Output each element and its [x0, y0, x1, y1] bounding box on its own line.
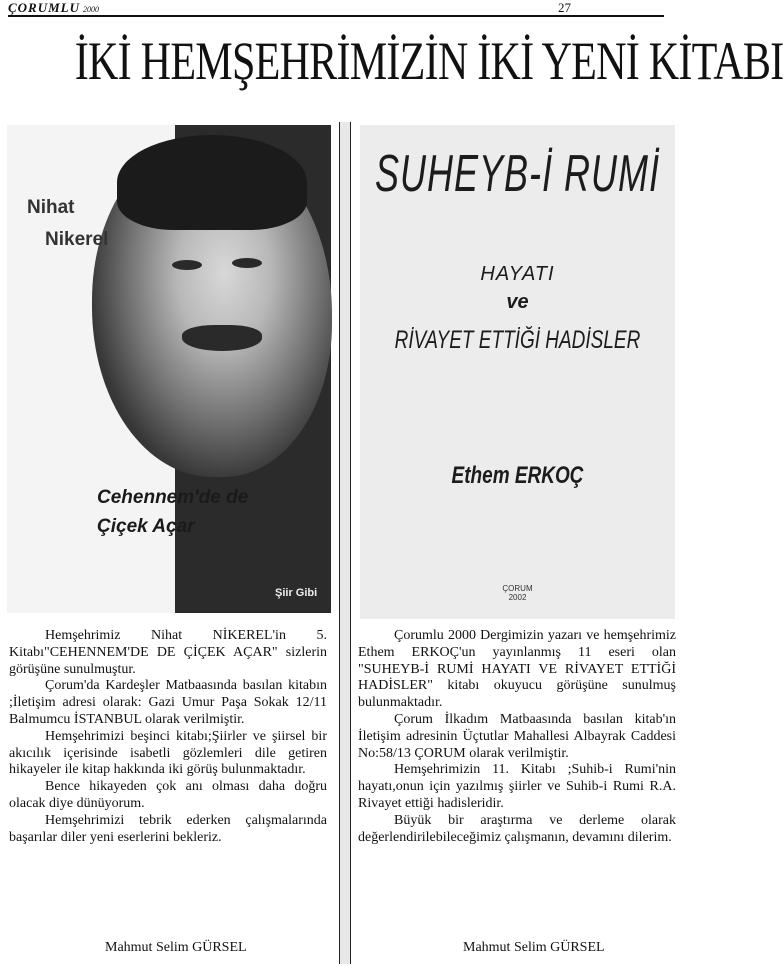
magazine-year: 2000	[83, 5, 100, 14]
cover-year: 2002	[508, 593, 527, 602]
book-cover-nikerel	[7, 125, 331, 613]
cover-subtitle-2: ve	[506, 291, 529, 313]
article-paragraph: Hemşehrimizi beşinci kitabı;Şiirler ve şiirsel bir akıcılık içerisinde isabetli gözlemleri dile getiren hikayeler ile kitap hakkında iki görüş bulunmaktadır.	[9, 728, 327, 778]
cover-imprint	[360, 584, 675, 602]
cover-genre: Şiir Gibi	[275, 587, 318, 599]
cover-city: ÇORUM	[502, 584, 533, 593]
article-right	[358, 628, 676, 846]
article-left	[9, 628, 327, 846]
cover-subtitle-3: RİVAYET ETTİĞİ HADİSLER	[394, 327, 641, 355]
column-divider	[339, 122, 351, 964]
cover-author-first: Nihat	[27, 197, 75, 218]
article-paragraph: Büyük bir araştırma ve derleme olarak değerlendirilebileceğimiz çalışmanın, devamını dilerim.	[358, 812, 676, 845]
signature-left: Mahmut Selim GÜRSEL	[105, 940, 247, 955]
article-paragraph: Çorum'da Kardeşler Matbaasında basılan kitabın ;İletişim adresi olarak: Gazi Umur Paşa Sokak 12/11 Balmumcu İSTANBUL olarak verilmiştir.	[9, 678, 327, 727]
article-paragraph: Hemşehrimizi tebrik ederken çalışmalarında başarılar diler yeni eserlerini bekleriz.	[9, 812, 327, 845]
header-rule	[8, 15, 664, 17]
portrait-hair	[117, 135, 307, 230]
signature-right: Mahmut Selim GÜRSEL	[463, 940, 605, 955]
magazine-title: ÇORUMLU	[8, 0, 81, 15]
cover-subtitle-1: HAYATI	[480, 263, 555, 285]
article-paragraph: Hemşehrimizin 11. Kitabı ;Suhib-i Rumi'nin hayatı,onun için yazılmış şiirler ve Suhib-i Rumi R.A. Rivayet ettiği hadisleridir.	[358, 762, 676, 811]
cover-author: Ethem ERKOÇ	[451, 463, 584, 490]
article-paragraph: Bence hikayeden çok anı olması daha doğru olacak diye dünüyorum.	[9, 779, 327, 811]
article-paragraph: Çorum İlkadım Matbaasında basılan kitab'ın İletişim adresinin Üçtutlar Mahallesi Albayrak Caddesi No:58/13 ÇORUM olarak verilmiştir.	[358, 711, 676, 761]
magazine-name	[8, 0, 99, 16]
cover-main-title: SUHEYB-İ RUMİ	[374, 143, 661, 203]
article-paragraph: Çorumlu 2000 Dergimizin yazarı ve hemşehrimiz Ethem ERKOÇ'un yayınlanmış 11 eseri olan "SUHEYB-İ RUMİ HAYATI VE RİVAYET ETTİĞİ HADİSLER" kitabı okuyucu görüşüne sunulmuş bulunmaktadır.	[358, 628, 676, 711]
portrait-mustache	[182, 325, 262, 351]
page-number: 27	[558, 0, 571, 15]
portrait-eye-right	[232, 258, 262, 268]
cover-title-line1: Cehennem'de de	[97, 487, 249, 508]
cover-author-last: Nikerel	[45, 229, 109, 250]
book-cover-erkoc	[360, 125, 675, 619]
page-headline: İKİ HEMŞEHRİMİZİN İKİ YENİ KİTABI	[74, 31, 783, 91]
cover-title-line2: Çiçek Açar	[97, 516, 195, 537]
portrait-eye-left	[172, 260, 202, 270]
article-paragraph: Hemşehrimiz Nihat NİKEREL'in 5. Kitabı"CEHENNEM'DE DE ÇİÇEK AÇAR" sizlerin görüşüne sunulmuştur.	[9, 628, 327, 677]
